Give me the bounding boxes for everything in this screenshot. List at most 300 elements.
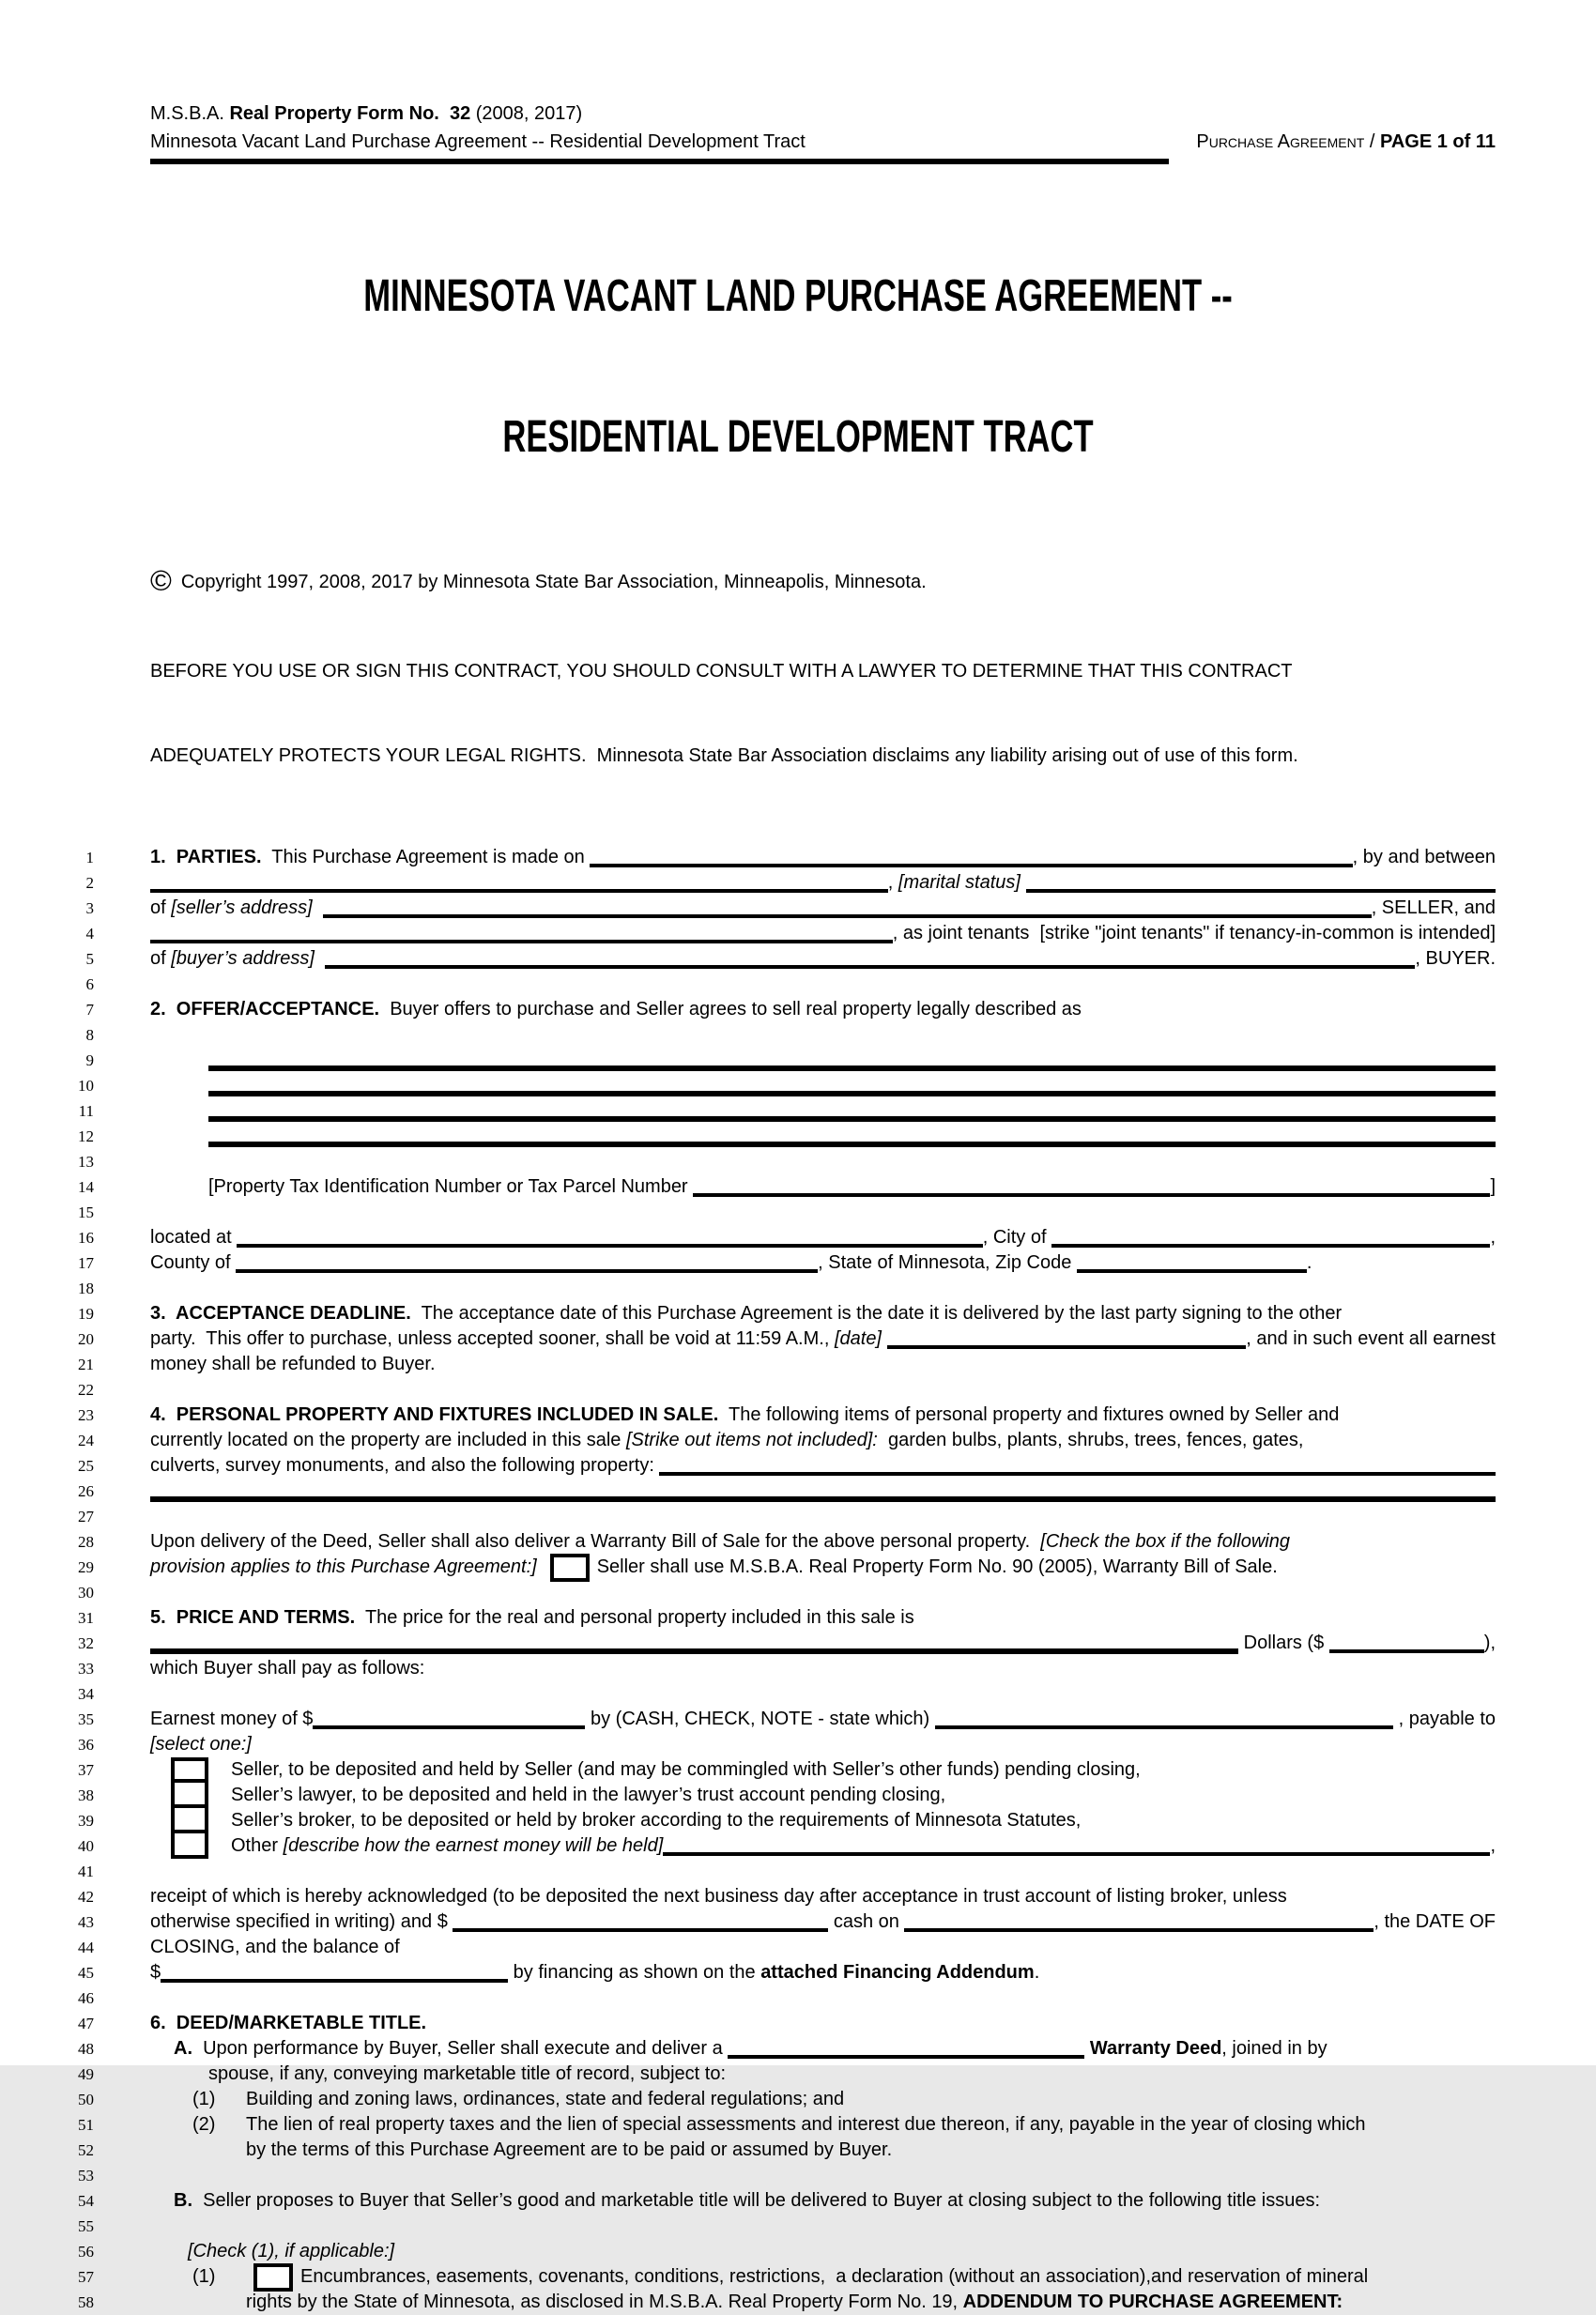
line-number: 57 [78, 2268, 94, 2286]
checkbox[interactable] [550, 1554, 590, 1582]
line-content [150, 896, 1496, 921]
line-number: 51 [78, 2116, 94, 2134]
document-title-line1: MINNESOTA VACANT LAND PURCHASE AGREEMENT -- [363, 271, 1233, 321]
form-years: (2008, 2017) [470, 103, 583, 124]
text-run: Earnest money of $ [150, 1709, 314, 1729]
form-line [0, 1909, 1596, 1935]
legal-warning-line2: ADEQUATELY PROTECTS YOUR LEGAL RIGHTS. Minnesota State Bar Association disclaims any liability arising out of use of this form. [150, 745, 1298, 766]
form-line [0, 2138, 1596, 2163]
text-run: . [1306, 1252, 1312, 1273]
line-number: 31 [78, 1609, 94, 1627]
form-line [0, 1174, 1596, 1200]
text-run: , SELLER, and [1371, 897, 1496, 918]
blank-field[interactable] [453, 1927, 828, 1932]
form-line [0, 1555, 1596, 1580]
text-run: rights by the State of Minnesota, as disclosed in M.S.B.A. Real Property Form No. 19, [246, 2292, 963, 2312]
blank-field[interactable] [935, 1725, 1393, 1729]
form-line [0, 1605, 1596, 1631]
text-run: cash on [828, 1911, 905, 1932]
text-run: Seller, to be deposited and held by Seller (and may be commingled with Seller’s other funds) pending closing, [231, 1759, 1141, 1780]
text-run: which Buyer shall pay as follows: [150, 1658, 425, 1679]
form-line [0, 1250, 1596, 1276]
blank-field[interactable] [590, 863, 1352, 867]
form-line [0, 1428, 1596, 1453]
line-number: 58 [78, 2293, 94, 2311]
form-number-line [150, 100, 1496, 128]
line-content [150, 1935, 1496, 1960]
line-number: 56 [78, 2243, 94, 2261]
line-number: 38 [78, 1786, 94, 1804]
text-run: currently located on the property are included in this sale [150, 1430, 626, 1450]
line-content [150, 1453, 1496, 1479]
blank-field[interactable] [663, 1851, 1490, 1856]
line-number: 2 [85, 874, 94, 892]
text-run: party. This offer to purchase, unless accepted sooner, shall be void at 11:59 A.M., [150, 1328, 835, 1349]
blank-field[interactable] [208, 1090, 1496, 1096]
text-run: , and in such event all earnest [1246, 1328, 1496, 1349]
text-run: 1. PARTIES. [150, 847, 262, 867]
line-number: 8 [85, 1026, 94, 1044]
form-line [0, 997, 1596, 1022]
document-header [150, 100, 1496, 164]
line-content [174, 2036, 1496, 2062]
form-line [0, 1149, 1596, 1174]
line-number: 19 [78, 1305, 94, 1323]
text-run: located at [150, 1227, 238, 1248]
line-number: 34 [78, 1685, 94, 1703]
form-line [0, 1808, 1596, 1833]
line-content [150, 1504, 1496, 1529]
line-content [150, 1605, 1496, 1631]
line-content [150, 1479, 1496, 1504]
line-content [150, 1656, 1496, 1681]
line-content [150, 946, 1496, 972]
text-run: [select one:] [150, 1734, 252, 1755]
blank-field[interactable] [208, 1115, 1496, 1122]
page-indicator [1196, 128, 1496, 156]
line-content [150, 1707, 1496, 1732]
line-content [246, 2290, 1496, 2315]
copyright-line [150, 564, 1496, 599]
form-line [0, 1225, 1596, 1250]
text-run: , State of Minnesota, Zip Code [818, 1252, 1077, 1273]
checkbox[interactable] [171, 1757, 208, 1783]
line-content [246, 2138, 1496, 2163]
text-run: culverts, survey monuments, and also the following property: [150, 1455, 660, 1476]
form-line [0, 1301, 1596, 1326]
form-line [0, 1960, 1596, 1985]
text-run: of [150, 948, 172, 969]
form-org: M.S.B.A. [150, 103, 230, 124]
text-run: Buyer offers to purchase and Seller agrees to sell real property legally described as [379, 999, 1082, 1020]
text-run: provision applies to this Purchase Agreement:] [150, 1556, 537, 1577]
line-content [150, 1884, 1496, 1909]
form-line [0, 1022, 1596, 1048]
text-run: Seller’s lawyer, to be deposited and held in the lawyer’s trust account pending closing, [231, 1785, 946, 1805]
line-content [150, 2214, 1496, 2239]
page-number: PAGE 1 of 11 [1379, 131, 1496, 152]
page-indicator-sep: / [1364, 131, 1380, 152]
text-run: Upon performance by Buyer, Seller shall execute and deliver a [192, 2038, 729, 2059]
blank-field[interactable] [1026, 888, 1496, 893]
text-run: The following items of personal property and fixtures owned by Seller and [718, 1404, 1340, 1425]
form-line [0, 1859, 1596, 1884]
text-run: The price for the real and personal property included in this sale is [355, 1607, 914, 1628]
line-content [150, 921, 1496, 946]
form-line [0, 2214, 1596, 2239]
checkbox[interactable] [253, 2263, 293, 2292]
form-line [0, 1732, 1596, 1757]
text-run: ), [1483, 1633, 1496, 1653]
form-line [0, 1757, 1596, 1783]
blank-field[interactable] [325, 964, 1415, 969]
form-line [0, 2264, 1596, 2290]
blank-field[interactable] [1329, 1648, 1484, 1653]
blank-field[interactable] [150, 1648, 1238, 1654]
blank-field[interactable] [150, 1495, 1496, 1502]
line-number: 23 [78, 1406, 94, 1424]
line-content [150, 1250, 1496, 1276]
line-content [150, 1732, 1496, 1757]
line-number: 36 [78, 1736, 94, 1754]
text-run: Building and zoning laws, ordinances, state and federal regulations; and [246, 2089, 845, 2109]
line-number: 50 [78, 2091, 94, 2108]
blank-field[interactable] [236, 1268, 818, 1273]
text-run: CLOSING, and the balance of [150, 1937, 400, 1957]
page-indicator-label: Purchase Agreement [1196, 131, 1365, 152]
line-content [150, 1326, 1496, 1352]
line-number: 14 [78, 1178, 94, 1196]
text-run: receipt of which is hereby acknowledged (to be deposited the next business day after acceptance in trust account of listing broker, unless [150, 1886, 1287, 1907]
line-content [150, 1631, 1496, 1656]
legal-warning-line1: BEFORE YOU USE OR SIGN THIS CONTRACT, YOU SHOULD CONSULT WITH A LAWYER TO DETERMINE THAT THIS CONTRACT [150, 661, 1293, 682]
form-line [0, 1935, 1596, 1960]
form-line [0, 1580, 1596, 1605]
running-head-title: Minnesota Vacant Land Purchase Agreement -- Residential Development Tract [150, 131, 806, 152]
line-content [150, 1352, 1496, 1377]
form-line [0, 1073, 1596, 1098]
line-content [150, 1301, 1496, 1326]
form-line [0, 896, 1596, 921]
text-run: [seller’s address] [171, 897, 313, 918]
blank-field[interactable] [150, 888, 888, 893]
text-run: (2) [192, 2114, 216, 2135]
form-line [0, 1098, 1596, 1124]
line-number: 24 [78, 1432, 94, 1449]
form-line [0, 1479, 1596, 1504]
running-head [150, 128, 1496, 156]
line-content [150, 2163, 1496, 2188]
text-run: The acceptance date of this Purchase Agreement is the date it is delivered by the last party signing to the other [410, 1303, 1343, 1324]
header-rule [150, 159, 1169, 164]
line-content [150, 1149, 1496, 1174]
blank-field[interactable] [693, 1192, 1490, 1197]
line-number: 21 [78, 1356, 94, 1373]
line-content [150, 1428, 1496, 1453]
text-run: [Check (1), if applicable:] [188, 2241, 395, 2261]
line-number: 46 [78, 1989, 94, 2007]
line-content [150, 972, 1496, 997]
line-content [150, 1580, 1496, 1605]
form-line [0, 1631, 1596, 1656]
line-number: 6 [85, 975, 94, 993]
line-content [192, 2087, 1496, 2112]
line-content [150, 1022, 1496, 1048]
line-content [150, 1225, 1496, 1250]
line-content [208, 1048, 1496, 1073]
line-number: 45 [78, 1964, 94, 1982]
line-content [150, 1681, 1496, 1707]
form-line [0, 2163, 1596, 2188]
blank-field[interactable] [161, 1978, 508, 1983]
line-number: 22 [78, 1381, 94, 1399]
form-line [0, 1833, 1596, 1859]
line-number: 53 [78, 2167, 94, 2185]
blank-field[interactable] [887, 1344, 1247, 1349]
blank-field[interactable] [313, 1725, 585, 1729]
line-content [150, 1529, 1496, 1555]
form-line [0, 1529, 1596, 1555]
text-run: spouse, if any, conveying marketable title of record, subject to: [208, 2063, 727, 2084]
text-run: , [1490, 1227, 1496, 1248]
line-content [150, 1757, 1496, 1783]
copyright-text: Copyright 1997, 2008, 2017 by Minnesota State Bar Association, Minneapolis, Minnesota. [180, 572, 927, 592]
legal-warning [150, 601, 1512, 826]
text-run: 4. PERSONAL PROPERTY AND FIXTURES INCLUDED IN SALE. [150, 1404, 719, 1425]
line-content [150, 1403, 1496, 1428]
form-line [0, 1276, 1596, 1301]
line-number: 48 [78, 2040, 94, 2058]
text-run: , BUYER. [1415, 948, 1496, 969]
text-run: Upon delivery of the Deed, Seller shall also deliver a Warranty Bill of Sale for the above personal property. [150, 1531, 1041, 1552]
blank-field[interactable] [1077, 1268, 1307, 1273]
line-number: 27 [78, 1508, 94, 1525]
line-content [150, 997, 1496, 1022]
blank-field[interactable] [208, 1065, 1496, 1071]
form-line [0, 1707, 1596, 1732]
line-number: 35 [78, 1710, 94, 1728]
line-content [150, 1200, 1496, 1225]
text-run: B. [174, 2190, 192, 2211]
text-run: Encumbrances, easements, covenants, conditions, restrictions, a declaration (without an association),and reservation of mineral [300, 2266, 1369, 2287]
line-content [208, 2062, 1496, 2087]
line-content [188, 2239, 1496, 2264]
form-number: Real Property Form No. 32 [229, 103, 471, 124]
text-run: by financing as shown on the [508, 1962, 761, 1983]
text-run: Seller shall use M.S.B.A. Real Property Form No. 90 (2005), Warranty Bill of Sale. [596, 1556, 1278, 1577]
form-line [0, 1200, 1596, 1225]
form-line [0, 1352, 1596, 1377]
line-number: 16 [78, 1229, 94, 1247]
line-content [150, 1859, 1496, 1884]
line-number: 52 [78, 2141, 94, 2159]
line-content [150, 1377, 1496, 1403]
line-number: 9 [85, 1051, 94, 1069]
line-number: 1 [85, 849, 94, 866]
form-line [0, 845, 1596, 870]
form-line [0, 2011, 1596, 2036]
line-content [150, 845, 1496, 870]
text-run: [describe how the earnest money will be held] [283, 1835, 664, 1856]
line-number: 10 [78, 1077, 94, 1095]
text-run: , the DATE OF [1373, 1911, 1496, 1932]
line-content [150, 1276, 1496, 1301]
text-run: 6. DEED/MARKETABLE TITLE. [150, 2013, 427, 2033]
text-run: ] [1490, 1176, 1496, 1197]
form-line [0, 1453, 1596, 1479]
line-number: 12 [78, 1127, 94, 1145]
text-run: County of [150, 1252, 237, 1273]
line-number: 26 [78, 1482, 94, 1500]
line-number: 7 [85, 1001, 94, 1019]
line-number: 25 [78, 1457, 94, 1475]
text-run: (1) [192, 2266, 216, 2287]
text-run: by (CASH, CHECK, NOTE - state which) [585, 1709, 935, 1729]
text-run: money shall be refunded to Buyer. [150, 1354, 436, 1374]
text-run [315, 946, 325, 972]
form-line [0, 1985, 1596, 2011]
line-number: 47 [78, 2015, 94, 2032]
text-run: of [150, 897, 172, 918]
text-run: , joined in by [1221, 2038, 1327, 2059]
form-line [0, 1048, 1596, 1073]
blank-field[interactable] [150, 939, 893, 943]
text-run: (1) [192, 2089, 216, 2109]
form-line [0, 1681, 1596, 1707]
text-run: [date] [834, 1328, 882, 1349]
blank-field[interactable] [904, 1927, 1373, 1932]
line-content [208, 1174, 1496, 1200]
line-number: 54 [78, 2192, 94, 2210]
text-run: Seller proposes to Buyer that Seller’s good and marketable title will be delivered to Buyer at closing subject to the following title issues: [192, 2190, 1321, 2211]
line-number: 3 [85, 899, 94, 917]
form-line [0, 1884, 1596, 1909]
text-run: otherwise specified in writing) and $ [150, 1911, 453, 1932]
text-run: , payable to [1393, 1709, 1496, 1729]
text-run: by the terms of this Purchase Agreement are to be paid or assumed by Buyer. [246, 2139, 893, 2160]
form-lines [0, 845, 1596, 2315]
text-run: attached Financing Addendum [760, 1962, 1035, 1983]
form-line [0, 2239, 1596, 2264]
text-run: [Strike out items not included]: [625, 1430, 878, 1450]
form-line [0, 1326, 1596, 1352]
form-line [0, 921, 1596, 946]
line-content [150, 1783, 1496, 1808]
form-line [0, 1783, 1596, 1808]
text-run: This Purchase Agreement is made on [261, 847, 591, 867]
text-run: 5. PRICE AND TERMS. [150, 1607, 356, 1628]
text-run [313, 896, 323, 921]
checkbox[interactable] [171, 1833, 208, 1859]
form-line [0, 1377, 1596, 1403]
checkbox[interactable] [171, 1808, 208, 1833]
line-content [150, 1909, 1496, 1935]
text-run: [Check the box if the following [1040, 1531, 1290, 1552]
line-content [208, 1124, 1496, 1149]
blank-field[interactable] [1051, 1243, 1490, 1248]
text-run: [marital status] [898, 872, 1021, 893]
text-run: garden bulbs, plants, shrubs, trees, fences, gates, [877, 1430, 1304, 1450]
text-run: $ [150, 1962, 161, 1983]
text-run: [buyer’s address] [171, 948, 315, 969]
line-number: 37 [78, 1761, 94, 1779]
line-content [208, 1098, 1496, 1124]
text-run: [Property Tax Identification Number or Tax Parcel Number [208, 1176, 694, 1197]
text-run: Dollars ($ [1238, 1633, 1329, 1653]
line-content [150, 1555, 1496, 1580]
blank-field[interactable] [728, 2054, 1084, 2059]
form-line [0, 870, 1596, 896]
line-number: 20 [78, 1330, 94, 1348]
text-run: Warranty Deed [1089, 2038, 1222, 2059]
line-content [192, 2112, 1496, 2138]
line-number: 39 [78, 1812, 94, 1830]
line-number: 32 [78, 1634, 94, 1652]
blank-field[interactable] [659, 1471, 1496, 1476]
line-number: 40 [78, 1837, 94, 1855]
text-run: , [1490, 1835, 1496, 1856]
line-number: 49 [78, 2065, 94, 2083]
line-content [150, 1808, 1496, 1833]
line-number: 43 [78, 1913, 94, 1931]
text-run: Seller’s broker, to be deposited or held by broker according to the requirements of Minnesota Statutes, [231, 1810, 1082, 1831]
form-line [0, 972, 1596, 997]
line-content [150, 870, 1496, 896]
text-run: , as joint tenants [strike "joint tenants" if tenancy-in-common is intended] [892, 923, 1496, 943]
line-number: 15 [78, 1203, 94, 1221]
checkbox[interactable] [171, 1783, 208, 1808]
form-line [0, 2062, 1596, 2087]
line-number: 33 [78, 1660, 94, 1678]
line-content [150, 1985, 1496, 2011]
line-number: 29 [78, 1558, 94, 1576]
document-title [223, 179, 1373, 555]
text-run: The lien of real property taxes and the lien of special assessments and interest due thereon, if any, payable in the year of closing which [246, 2114, 1366, 2135]
line-number: 41 [78, 1863, 94, 1880]
form-line [0, 2036, 1596, 2062]
blank-field[interactable] [208, 1141, 1496, 1147]
form-line [0, 1124, 1596, 1149]
text-run: Other [231, 1835, 284, 1856]
line-content [150, 2011, 1496, 2036]
line-number: 42 [78, 1888, 94, 1906]
text-run: . [1034, 1962, 1040, 1983]
text-run: 2. OFFER/ACCEPTANCE. [150, 999, 380, 1020]
form-line [0, 2290, 1596, 2315]
text-run: A. [174, 2038, 192, 2059]
line-number: 4 [85, 925, 94, 943]
form-line [0, 1656, 1596, 1681]
line-number: 13 [78, 1153, 94, 1171]
text-run: ADDENDUM TO PURCHASE AGREEMENT: [962, 2292, 1343, 2312]
form-line [0, 946, 1596, 972]
line-number: 44 [78, 1939, 94, 1956]
text-run: , City of [982, 1227, 1052, 1248]
blank-field[interactable] [323, 913, 1372, 918]
line-content [150, 1960, 1496, 1985]
text-run: , by and between [1352, 847, 1496, 867]
line-number: 5 [85, 950, 94, 968]
form-line [0, 1403, 1596, 1428]
copyright-icon: © [150, 564, 172, 597]
text-run: 3. ACCEPTANCE DEADLINE. [150, 1303, 411, 1324]
line-content [192, 2264, 1496, 2290]
line-content [150, 1833, 1496, 1859]
form-line [0, 2188, 1596, 2214]
blank-field[interactable] [237, 1243, 982, 1248]
text-run: , [887, 872, 898, 893]
line-number: 28 [78, 1533, 94, 1551]
